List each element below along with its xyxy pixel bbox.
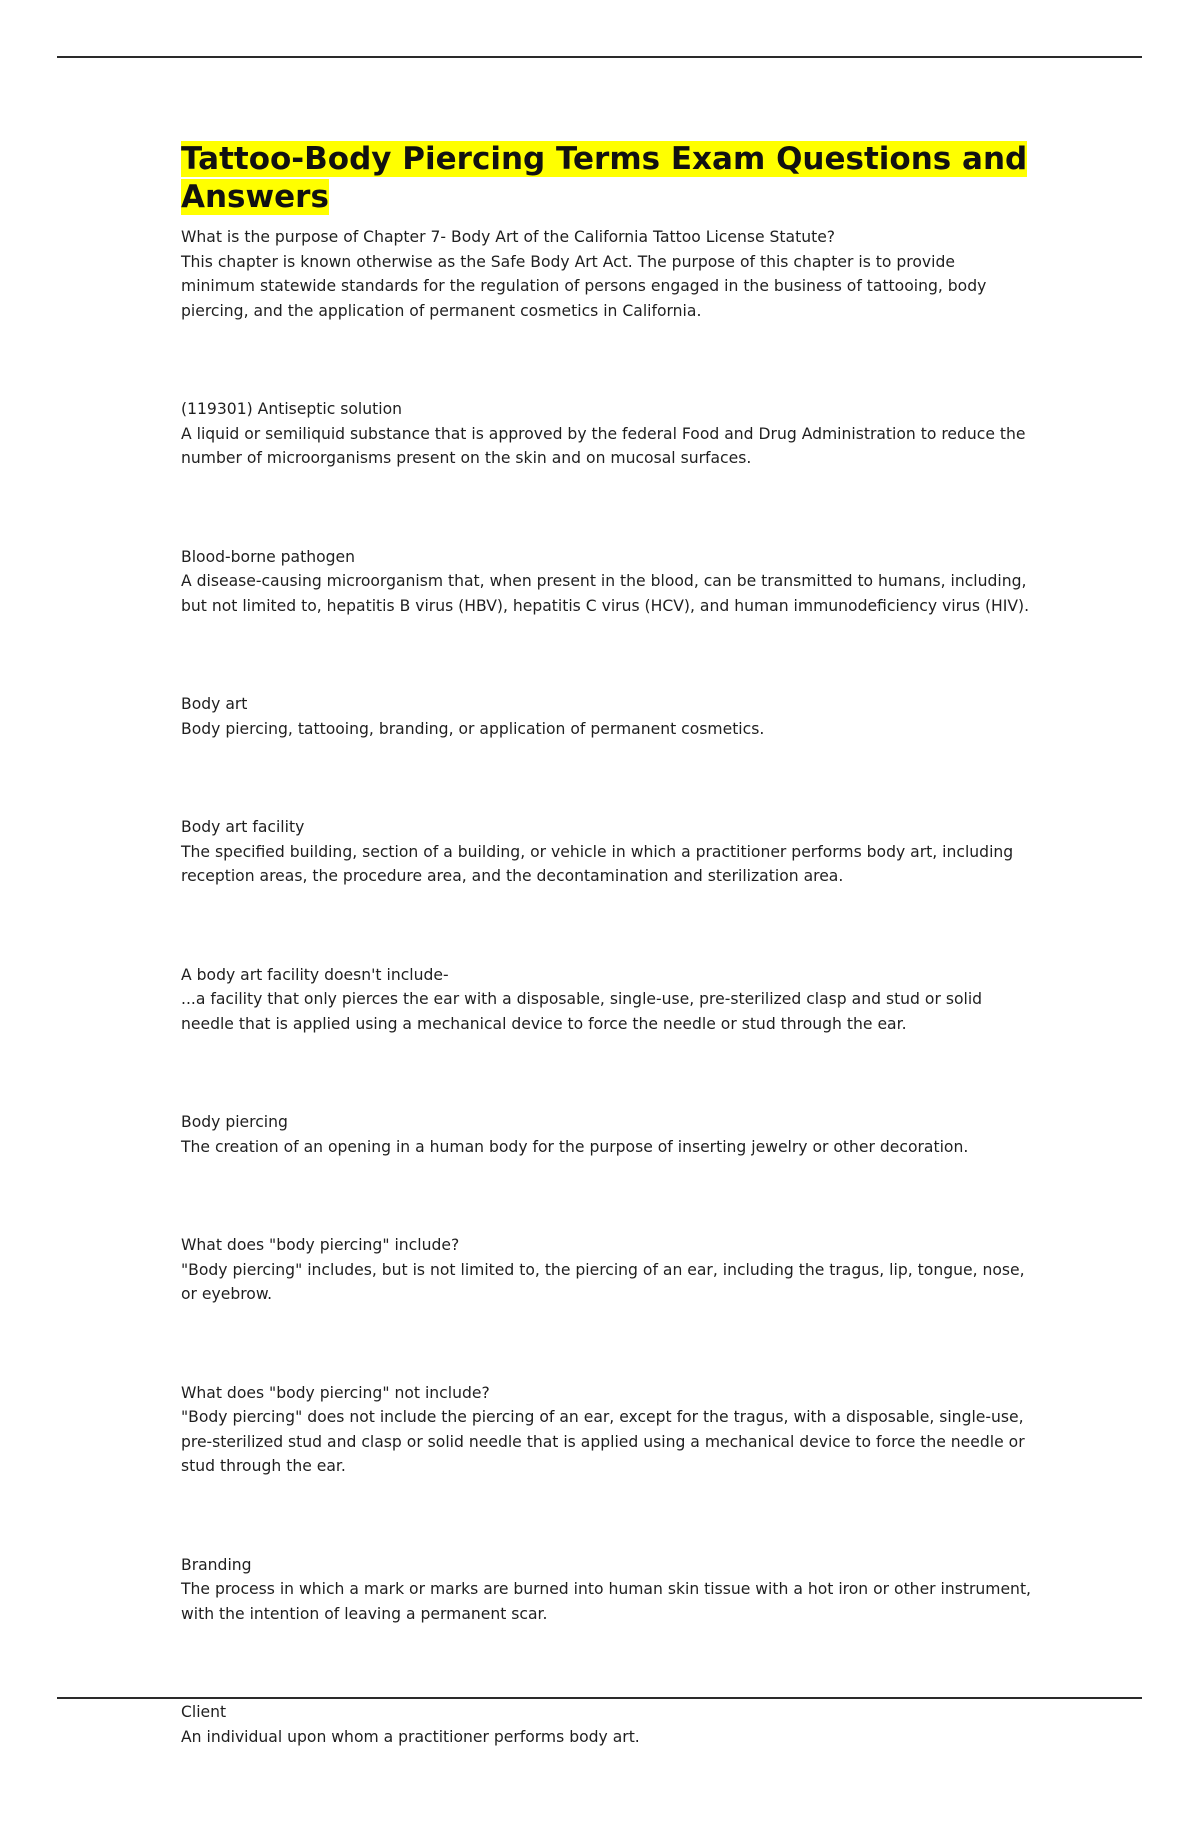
qa-entry — [181, 1381, 1031, 1479]
qa-entry — [181, 963, 1031, 1037]
document-title-text: Tattoo-Body Piercing Terms Exam Questions and Answers — [181, 141, 1028, 215]
entry-term: A body art facility doesn't include- — [181, 965, 449, 984]
qa-entry — [181, 1110, 1031, 1159]
qa-entry — [181, 1233, 1031, 1307]
qa-entry — [181, 397, 1031, 471]
entry-term: Body art — [181, 695, 248, 713]
qa-entry — [181, 545, 1031, 619]
entry-term: (119301) Antiseptic solution — [181, 400, 402, 418]
entry-definition: ...a facility that only pierces the ear with a disposable, single-use, pre-sterilized clasp and stud or solid needle that is applied using a mechanical device to force the needle or stud through the ear. — [181, 990, 983, 1033]
entry-definition: An individual upon whom a practitioner performs body art. — [181, 1727, 640, 1746]
entry-definition: A liquid or semiliquid substance that is approved by the federal Food and Drug Administration to reduce the number of microorganisms present on the skin and on mucosal surfaces. — [181, 424, 1026, 467]
entry-definition: The creation of an opening in a human body for the purpose of inserting jewelry or other decoration. — [181, 1137, 969, 1156]
document-title — [181, 140, 1031, 216]
entry-definition: The process in which a mark or marks are burned into human skin tissue with a hot iron or other instrument, with the intention of leaving a permanent scar. — [181, 1580, 1032, 1623]
entry-definition: The specified building, section of a building, or vehicle in which a practitioner performs body art, including reception areas, the procedure area, and the decontamination and sterilization area. — [181, 842, 1014, 885]
entry-definition: A disease-causing microorganism that, when present in the blood, can be transmitted to humans, including, but not limited to, hepatitis B virus (HBV), hepatitis C virus (HCV), and human immunodeficiency virus (HIV). — [181, 572, 1030, 615]
entry-term: Blood-borne pathogen — [181, 547, 356, 566]
top-rule — [57, 56, 1142, 58]
entry-term: Body art facility — [181, 818, 305, 836]
qa-entry — [181, 1700, 1031, 1749]
entry-term: Body piercing — [181, 1113, 288, 1131]
qa-entry — [181, 1553, 1031, 1627]
qa-entry — [181, 692, 1031, 741]
entry-definition: Body piercing, tattooing, branding, or application of permanent cosmetics. — [181, 719, 765, 738]
bottom-rule — [57, 1697, 1142, 1699]
entry-term: What is the purpose of Chapter 7- Body Art of the California Tattoo License Statute? — [181, 228, 836, 246]
qa-entry — [181, 225, 1031, 323]
entry-term: Branding — [181, 1555, 252, 1574]
entry-term: What does "body piercing" not include? — [181, 1383, 490, 1402]
entry-term: Client — [181, 1703, 227, 1721]
entry-definition: This chapter is known otherwise as the Safe Body Art Act. The purpose of this chapter is to provide minimum statewide standards for the regulation of persons engaged in the business of tattooing, body piercing, and the application of permanent cosmetics in California. — [181, 252, 987, 320]
entry-definition: "Body piercing" includes, but is not limited to, the piercing of an ear, including the tragus, lip, tongue, nose, or eyebrow. — [181, 1260, 1025, 1303]
entry-definition: "Body piercing" does not include the piercing of an ear, except for the tragus, with a disposable, single-use, pre-sterilized stud and clasp or solid needle that is applied using a mechanical device to force the needle or stud through the ear. — [181, 1408, 1025, 1475]
document-body — [181, 140, 1031, 1823]
qa-entry — [181, 815, 1031, 889]
entry-term: What does "body piercing" include? — [181, 1236, 460, 1254]
